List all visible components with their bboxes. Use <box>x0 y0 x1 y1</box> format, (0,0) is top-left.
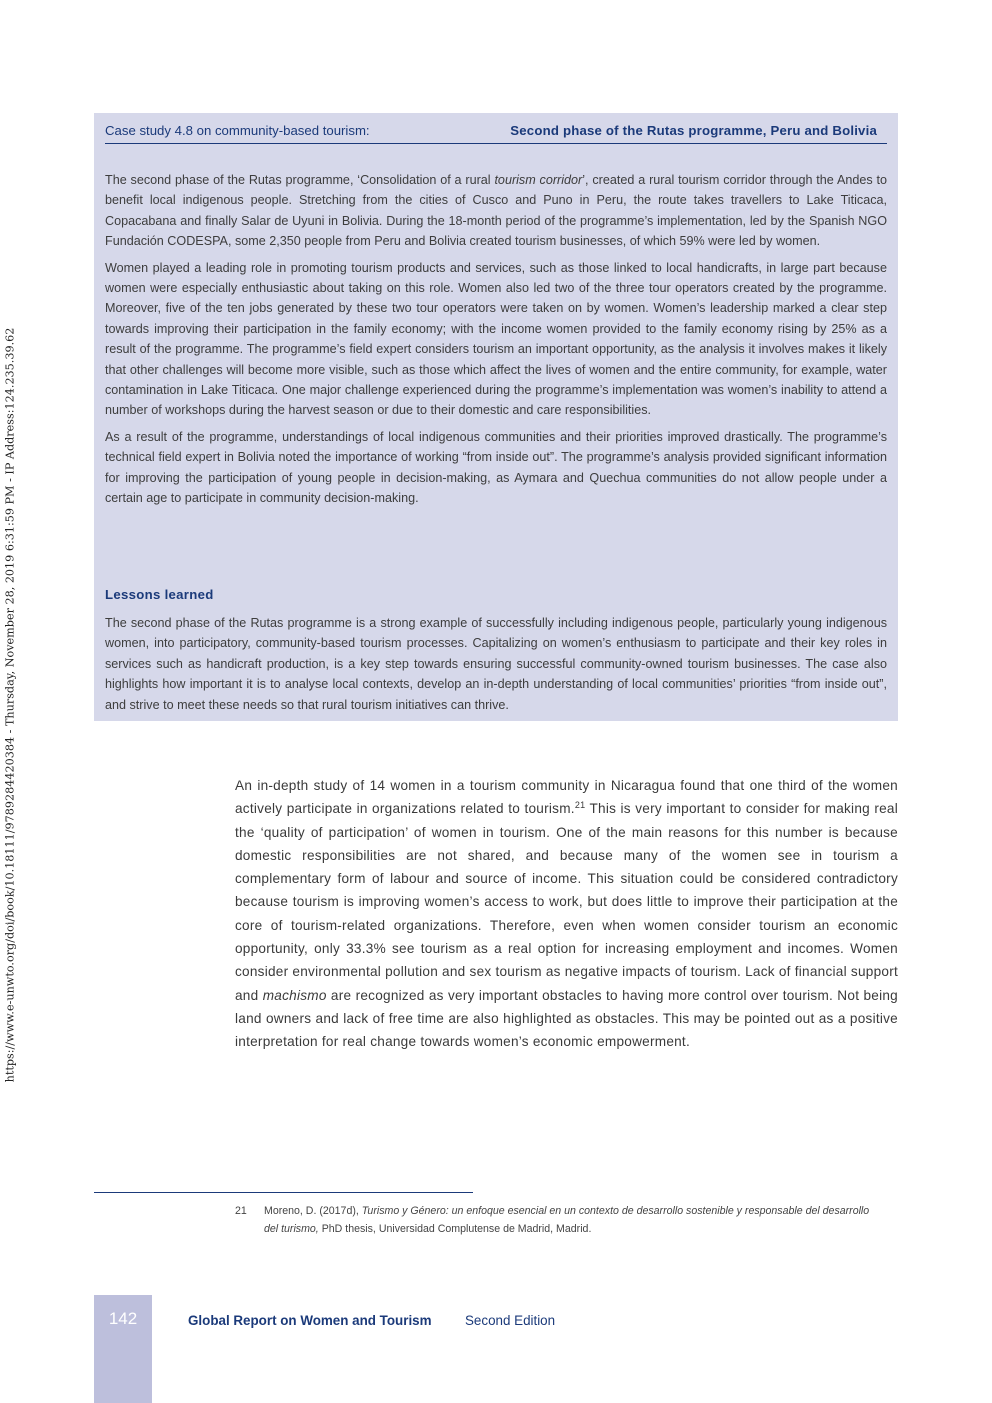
case-paragraph-2: Women played a leading role in promoting tourism products and services, such as those linked to local handicrafts, in large part because women were especially enthusiastic about taking on this role. Women also led two of the three tour operators created by the programme. Moreover, five of the ten jobs generated by these two tour operators were taken on by women. Women’s leadership marked a clear step towards improving their participation in the family economy; with the income women provided to the family economy rising by 25% as a result of the programme. The programme’s field expert considers tourism an important opportunity, as the analysis it involves makes it likely that other challenges will become more visible, such as those which affect the lives of women and the entire community, for example, water contamination in Lake Titicaca. One major challenge experienced during the programme’s implementation was women’s inability to attend a number of workshops during the harvest season or due to their domestic and care responsibilities. <box>105 260 887 418</box>
page-number: 142 <box>108 1309 138 1328</box>
footnote-text: Moreno, D. (2017d), Turismo y Género: un enfoque esencial en un contexto de desarrollo sostenible y responsable del desarrollo del turismo, PhD thesis, Universidad Complutense de Madrid, Madrid. <box>264 1205 870 1235</box>
main-paragraph: An in-depth study of 14 women in a tourism community in Nicaragua found that one third of the women actively participate in organizations related to tourism.$^{21}$ This is very important to consider for making real the ‘quality of participation’ of women in tourism. One of the main reasons for this number is because domestic responsibilities are not shared, and because many of the women see in tourism a complementary form of labour and source of income. This situation could be considered contradictory because tourism is improving women’s access to work, but does little to improve their participation at the core of tourism-related organizations. Therefore, even when women consider tourism an economic opportunity, only 33.3% see tourism as a real option for increasing employment and incomes. Women consider environmental pollution and sex tourism as negative impacts of tourism. Lack of financial support and machismo are recognized as very important obstacles to having more control over tourism. Not being land owners and lack of free time are also highlighted as obstacles. This may be pointed out as a positive interpretation for real change towards women’s economic empowerment. <box>235 778 898 1050</box>
footer-title: Global Report on Women and Tourism <box>188 1313 432 1328</box>
case-study-label: Case study 4.8 on community-based tourism: <box>105 123 370 138</box>
case-study-body <box>105 170 887 515</box>
case-paragraph-1: The second phase of the Rutas programme, ‘Consolidation of a rural tourism corridor’, created a rural tourism corridor through the Andes to benefit local indigenous people. Stretching from the cities of Cusco and Puno in Peru, the route takes travellers to Lake Titicaca, Copacabana and finally Salar de Uyuni in Bolivia. During the 18-month period of the programme’s implementation, led by the Spanish NGO Fundación CODESPA, some 2,350 people from Peru and Bolivia created tourism businesses, of which 59% were led by women. <box>105 173 887 249</box>
case-study-title: Second phase of the Rutas programme, Peru and Bolivia <box>510 123 877 138</box>
case-study-box <box>94 113 898 721</box>
lessons-heading: Lessons learned <box>105 587 214 602</box>
page-number-block <box>94 1295 152 1403</box>
lessons-body <box>105 613 887 721</box>
case-study-header <box>105 123 887 144</box>
footnote-number: 21 <box>235 1205 247 1217</box>
footnote <box>235 1202 875 1238</box>
watermark-text: https://www.e-unwto.org/doi/book/10.18111/9789284420384 - Thursday, November 28, 2019 6:31:59 PM - IP Address:124.235.39.62 <box>3 327 17 1083</box>
footer-edition: Second Edition <box>465 1313 556 1328</box>
footnote-divider <box>94 1192 473 1193</box>
side-watermark <box>0 0 20 1403</box>
case-paragraph-3: As a result of the programme, understandings of local indigenous communities and their priorities improved drastically. The programme’s technical field expert in Bolivia noted the importance of working “from inside out”. The programme’s analysis provided significant information for improving the participation of young people in decision-making, as Aymara and Quechua communities do not allow people under a certain age to participate in community decision-making. <box>105 429 887 506</box>
footnote-reference[interactable]: 21 <box>574 800 586 811</box>
lessons-paragraph: The second phase of the Rutas programme is a strong example of successfully including indigenous people, particularly young indigenous women, into participatory, community-based tourism processes. Capitalizing on women’s enthusiasm to participate and their key roles in services such as handicraft production, is a key step towards ensuring successful community-owned tourism businesses. The case also highlights how important it is to analyse local contexts, develop an in-depth understanding of local communities’ priorities “from inside out”, and strive to meet these needs so that rural tourism initiatives can thrive. <box>105 616 887 712</box>
